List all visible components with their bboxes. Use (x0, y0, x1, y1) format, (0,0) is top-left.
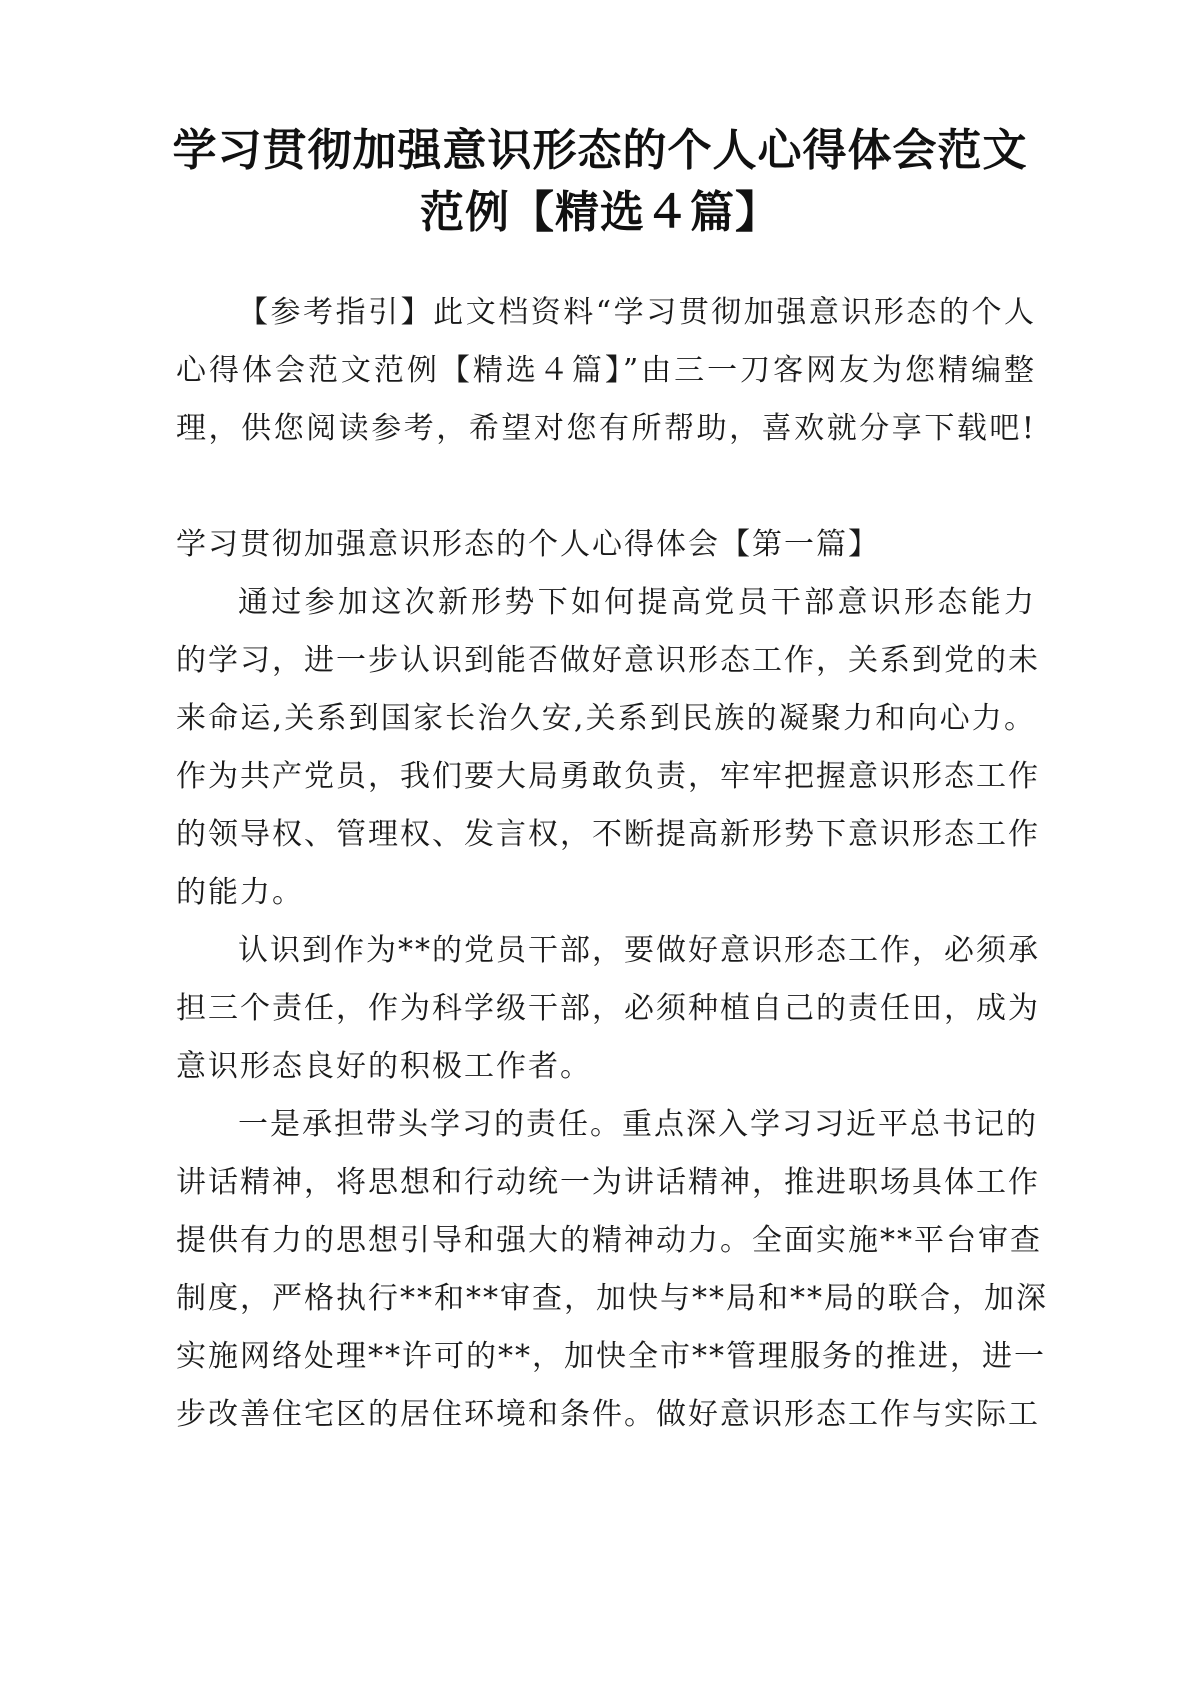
paragraph-2-line-2: 担三个责任，作为科学级干部，必须种植自己的责任田，成为 (176, 991, 1040, 1026)
section-heading: 学习贯彻加强意识形态的个人心得体会【第一篇】 (176, 527, 880, 562)
paragraph-1-line-6: 的能力。 (176, 875, 304, 910)
intro-line-3: 理，供您阅读参考，希望对您有所帮助，喜欢就分享下载吧! (176, 411, 1036, 446)
paragraph-1-line-1: 通过参加这次新形势下如何提高党员干部意识形态能力 (238, 585, 1036, 620)
paragraph-3-line-5: 实施网络处理**许可的**，加快全市**管理服务的推进，进一 (176, 1339, 1046, 1374)
paragraph-1-line-3: 来命运,关系到国家长治久安,关系到民族的凝聚力和向心力。 (176, 701, 1036, 736)
paragraph-2-line-1: 认识到作为**的党员干部，要做好意识形态工作，必须承 (238, 933, 1040, 968)
paragraph-1-line-4: 作为共产党员，我们要大局勇敢负责，牢牢把握意识形态工作 (176, 759, 1040, 794)
paragraph-3-line-6: 步改善住宅区的居住环境和条件。做好意识形态工作与实际工 (176, 1397, 1040, 1432)
document-title-line-2: 范例【精选４篇】 (420, 187, 780, 238)
paragraph-3-line-3: 提供有力的思想引导和强大的精神动力。全面实施**平台审查 (176, 1223, 1042, 1258)
paragraph-3-line-1: 一是承担带头学习的责任。重点深入学习习近平总书记的 (238, 1107, 1038, 1142)
paragraph-3-line-2: 讲话精神，将思想和行动统一为讲话精神，推进职场具体工作 (176, 1165, 1040, 1200)
paragraph-1-line-2: 的学习，进一步认识到能否做好意识形态工作，关系到党的未 (176, 643, 1040, 678)
paragraph-2-line-3: 意识形态良好的积极工作者。 (176, 1049, 592, 1084)
intro-line-2: 心得体会范文范例【精选４篇】”由三一刀客网友为您精编整 (176, 353, 1036, 388)
paragraph-3-line-4: 制度，严格执行**和**审查，加快与**局和**局的联合，加深 (176, 1281, 1048, 1316)
intro-line-1: 【参考指引】此文档资料“学习贯彻加强意识形态的个人 (238, 295, 1036, 330)
document-title-line-1: 学习贯彻加强意识形态的个人心得体会范文 (172, 125, 1028, 176)
paragraph-1-line-5: 的领导权、管理权、发言权，不断提高新形势下意识形态工作 (176, 817, 1040, 852)
